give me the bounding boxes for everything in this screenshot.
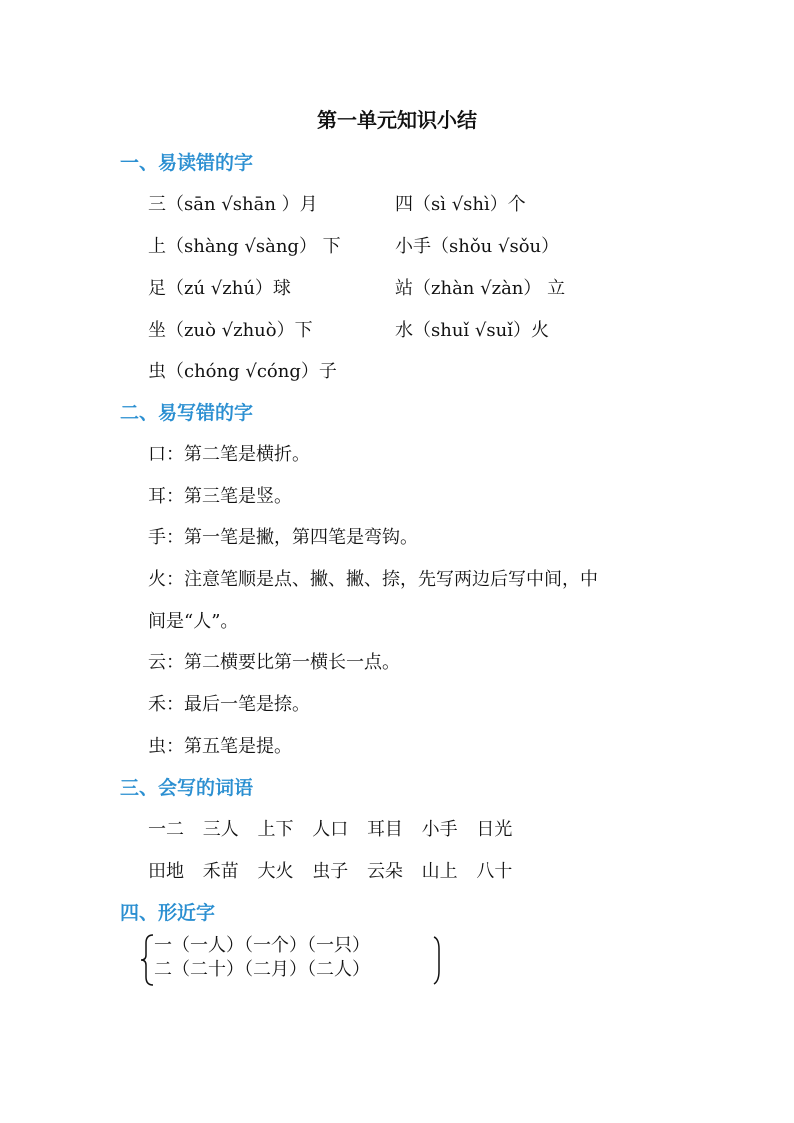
pinyin-item: 足（zú √zhú）球 [148, 278, 291, 299]
word: 小手 [421, 819, 458, 840]
word: 大火 [257, 861, 294, 882]
stroke-note: 云：第二横要比第一横长一点。 [148, 652, 400, 673]
word: 八十 [476, 861, 513, 882]
pinyin-item: 水（shuǐ √suǐ）火 [395, 320, 549, 341]
word-row-1 [148, 815, 525, 841]
word: 山上 [421, 861, 458, 882]
section-heading-3: 三、会写的词语 [120, 777, 254, 799]
pinyin-item: 虫（chóng √cóng）子 [148, 361, 337, 382]
word: 虫子 [312, 861, 349, 882]
word: 人口 [312, 819, 349, 840]
pinyin-item: 坐（zuò √zhuò）下 [148, 320, 313, 341]
word: 一二 [148, 819, 184, 840]
pinyin-item: 四（sì √shì）个 [395, 194, 526, 215]
pinyin-item: 站（zhàn √zàn） 立 [395, 278, 566, 299]
stroke-note: 口：第二笔是横折。 [148, 444, 310, 465]
stroke-note: 火：注意笔顺是点、撇、撇、捺，先写两边后写中间，中 [148, 569, 598, 590]
similar-character-row: 一（一人）（一个）（一只） [154, 935, 370, 956]
stroke-note: 禾：最后一笔是捺。 [148, 694, 310, 715]
section-heading-1: 一、易读错的字 [120, 152, 254, 174]
word: 三人 [202, 819, 239, 840]
section-heading-2: 二、易写错的字 [120, 402, 254, 424]
word: 上下 [257, 819, 294, 840]
stroke-note: 手：第一笔是撇，第四笔是弯钩。 [148, 527, 418, 548]
word-row-2 [148, 857, 525, 883]
stroke-note: 耳：第三笔是竖。 [148, 486, 292, 507]
similar-characters-group [140, 933, 450, 987]
word: 云朵 [366, 861, 403, 882]
stroke-note: 间是“人”。 [148, 611, 239, 632]
word: 田地 [148, 861, 184, 882]
page-title: 第一单元知识小结 [317, 108, 477, 132]
pinyin-item: 上（shàng √sàng） 下 [148, 236, 341, 257]
word: 耳目 [366, 819, 403, 840]
stroke-note: 虫：第五笔是提。 [148, 736, 292, 757]
word: 禾苗 [202, 861, 239, 882]
word: 日光 [476, 819, 513, 840]
pinyin-item: 小手（shǒu √sǒu） [395, 236, 560, 257]
section-heading-4: 四、形近字 [120, 902, 216, 924]
pinyin-item: 三（sān √shān ）月 [148, 194, 318, 215]
similar-character-row: 二（二十）（二月）（二人） [154, 959, 370, 980]
